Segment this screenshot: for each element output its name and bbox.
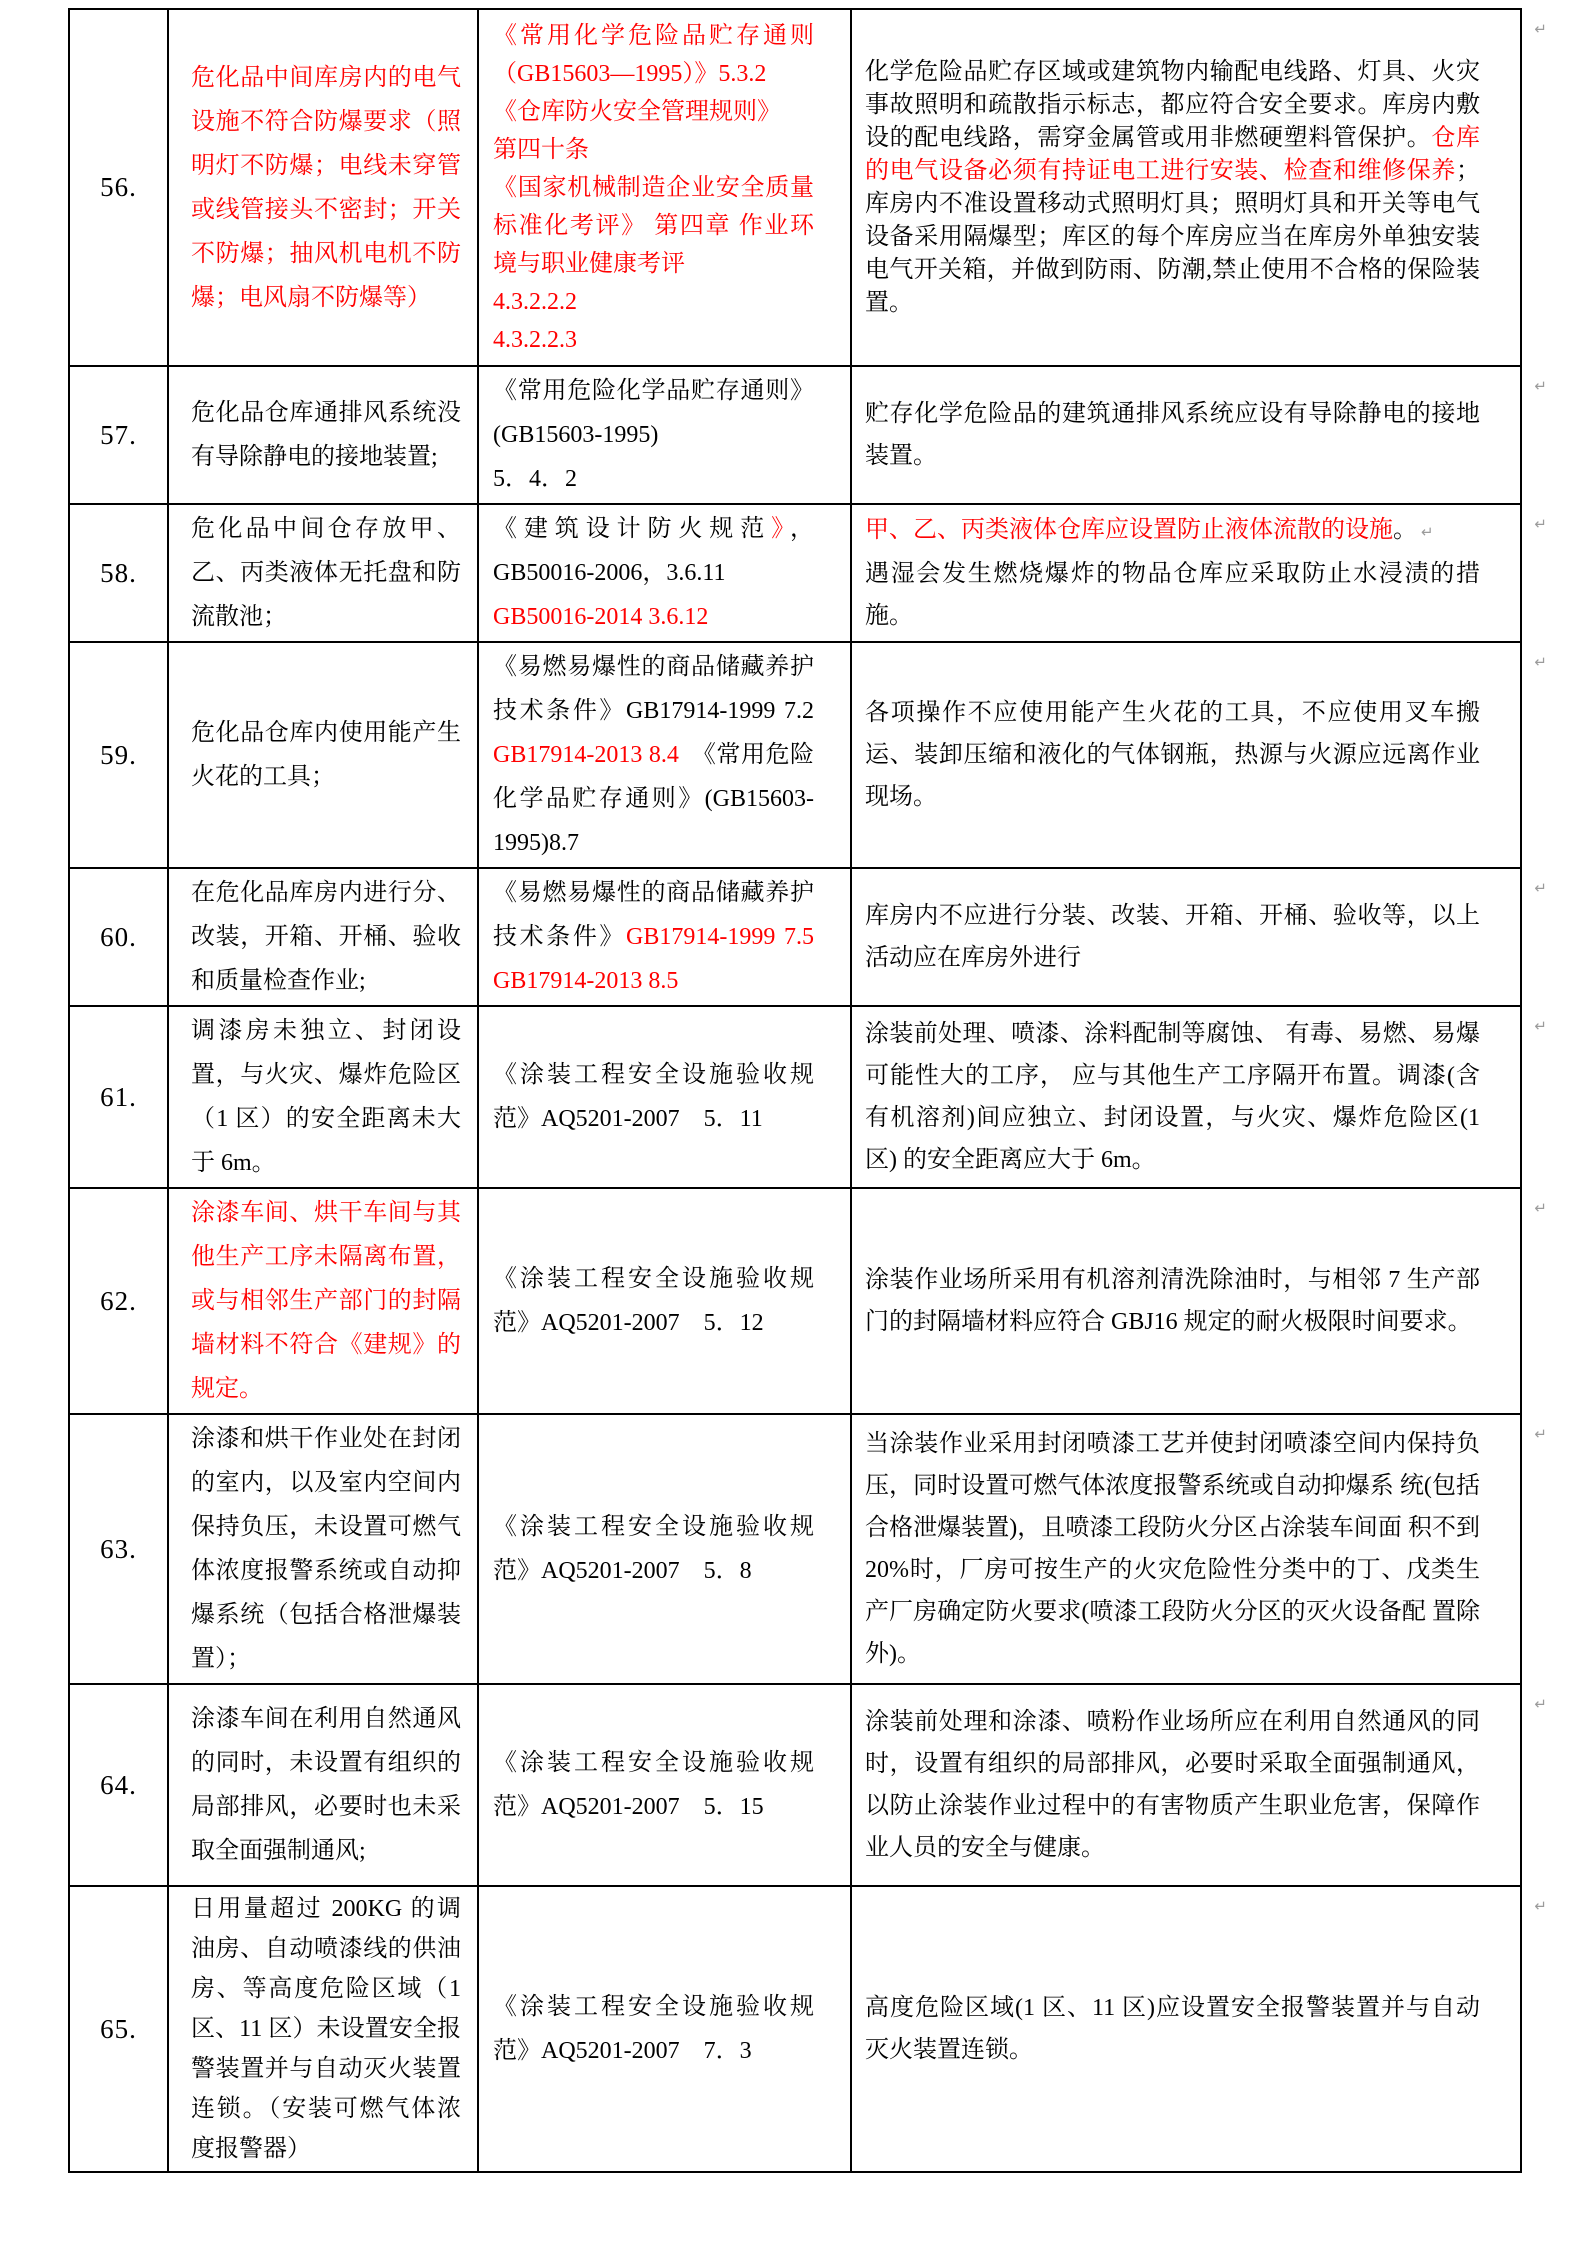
paragraph xyxy=(493,507,814,595)
table-row xyxy=(69,1006,1521,1188)
row-end-mark-icon: ↵ xyxy=(1534,377,1547,395)
table-row xyxy=(69,1414,1521,1684)
text-run: 危化品仓库通排风系统没有导除静电的接地装置; xyxy=(191,400,461,470)
paragraph xyxy=(865,553,1480,637)
paragraph xyxy=(191,391,461,479)
paragraph xyxy=(493,169,814,283)
cell-seq-number: 56. xyxy=(69,9,168,366)
cell-problem xyxy=(168,504,478,642)
cell-requirement xyxy=(851,868,1547,1006)
cell-seq-number: 64. xyxy=(69,1684,168,1886)
cell-requirement xyxy=(851,1414,1547,1684)
text-run: 《仓库防火安全管理规则》 xyxy=(493,98,781,125)
text-run: 化学危险品贮存区域或建筑物内输配电线路、灯具、火灾事故照明和疏散指示标志，都应符合安全要求。库房内敷设的配电线路，需穿金属管或用非燃硬塑料管保护。 xyxy=(865,58,1480,151)
text-run: 涂装作业场所采用有机溶剂清洗除油时，与相邻 7 生产部门的封隔墙材料应符合 GBJ16 规定的耐火极限时间要求。 xyxy=(865,1267,1480,1335)
cell-seq-number: 61. xyxy=(69,1006,168,1188)
paragraph xyxy=(493,17,814,93)
paragraph xyxy=(865,56,1480,320)
paragraph xyxy=(493,1257,814,1345)
paragraph xyxy=(865,1987,1480,2071)
table-row xyxy=(69,1886,1521,2172)
text-run: 《涂装工程安全设施验收规范》AQ5201-2007 5．8 xyxy=(493,1514,814,1584)
text-run: GB50016-2014 3.6.12 xyxy=(493,604,709,630)
text-run: 第四十条 xyxy=(493,136,589,163)
text-run: 涂漆车间在利用自然通风的同时，未设置有组织的局部排风，必要时也未采取全面强制通风; xyxy=(191,1706,461,1864)
text-run: 危化品仓库内使用能产生火花的工具； xyxy=(191,720,461,790)
text-run: 贮存化学危险品的建筑通排风系统应设有导除静电的接地装置。 xyxy=(865,401,1480,469)
text-run: 4.3.2.2.3 xyxy=(493,326,577,353)
paragraph xyxy=(493,871,838,1003)
cell-seq-number: 62. xyxy=(69,1188,168,1414)
text-run: 《涂装工程安全设施验收规范》AQ5201-2007 5．15 xyxy=(493,1750,814,1820)
cell-basis xyxy=(478,868,851,1006)
text-run: 日用量超过 200KG 的调油房、自动喷漆线的供油房、等高度危险区域（1 区、11 区）未设置安全报警装置并与自动灭火装置连锁。（安装可燃气体浓度报警器） xyxy=(191,1896,461,2162)
table-row xyxy=(69,642,1521,868)
cell-basis xyxy=(478,1006,851,1188)
row-end-mark-icon: ↵ xyxy=(1534,1017,1547,1035)
text-run: 甲、乙、丙类液体仓库应设置防止液体流散的设施 xyxy=(865,517,1393,544)
text-run: 高度危险区域(1 区、11 区)应设置安全报警装置并与自动灭火装置连锁。 xyxy=(865,1995,1480,2063)
cell-seq-number: 57. xyxy=(69,366,168,504)
cell-requirement xyxy=(851,366,1547,504)
row-end-mark-icon: ↵ xyxy=(1534,20,1547,38)
paragraph xyxy=(493,283,814,321)
cell-basis xyxy=(478,504,851,642)
row-end-mark-icon: ↵ xyxy=(1534,1425,1547,1443)
text-run: 危化品中间仓存放甲、乙、丙类液体无托盘和防流散池； xyxy=(191,516,461,630)
cell-requirement xyxy=(851,504,1547,642)
row-end-mark-icon: ↵ xyxy=(1534,1695,1547,1713)
paragraph xyxy=(865,1423,1480,1675)
cell-basis xyxy=(478,1886,851,2172)
paragraph xyxy=(493,1053,814,1141)
paragraph xyxy=(191,1191,461,1411)
text-run: 库房内不应进行分装、改装、开箱、开桶、验收等，以上活动应在库房外进行 xyxy=(865,903,1480,971)
cell-problem xyxy=(168,9,478,366)
row-end-mark-icon: ↵ xyxy=(1534,1897,1547,1915)
text-run: 《易燃易爆性的商品储藏养护技术条件》GB17914-1999 7.2 xyxy=(493,654,838,724)
text-run: 涂漆和烘干作业处在封闭的室内，以及室内空间内保持负压，未设置可燃气体浓度报警系统或自动抑爆系统（包括合格泄爆装置）； xyxy=(191,1426,461,1672)
paragraph xyxy=(493,1505,814,1593)
text-run: 当涂装作业采用封闭喷漆工艺并使封闭喷漆空间内保持负压，同时设置可燃气体浓度报警系统或自动抑爆系 统(包括合格泄爆装置)，且喷漆工段防火分区占涂装车间面 积不到 20%时，厂房可按生产的火灾危险性分类中的丁、戊类生产厂房确定防火要求(喷漆工段防火分区的灭火设备配 置除外)。 xyxy=(865,1431,1480,1667)
table-row xyxy=(69,1684,1521,1886)
text-run: 涂装前处理、喷漆、涂料配制等腐蚀、 有毒、易燃、易爆可能性大的工序， 应与其他生产工序隔开布置。调漆(含 有机溶剂)间应独立、封闭设置，与火灾、爆炸危险区(1 区) 的安全距离应大于 6m。 xyxy=(865,1021,1480,1173)
text-run: ；库房内不准设置移动式照明灯具；照明灯具和开关等电气设备采用隔爆型；库区的每个库房应当在库房外单独安装电气开关箱，并做到防雨、防潮,禁止使用不合格的保险装置。 xyxy=(865,157,1480,316)
paragraph xyxy=(493,131,814,169)
paragraph xyxy=(191,1417,461,1681)
paragraph xyxy=(865,692,1480,818)
paragraph xyxy=(493,93,814,131)
paragraph xyxy=(191,1697,461,1873)
paragraph xyxy=(191,56,461,320)
paragraph xyxy=(191,871,461,1003)
text-run: 遇湿会发生燃烧爆炸的物品仓库应采取防止水浸渍的措施。 xyxy=(865,560,1480,629)
text-run: 在危化品库房内进行分、改装，开箱、开桶、验收和质量检查作业; xyxy=(191,880,461,994)
cell-seq-number: 58. xyxy=(69,504,168,642)
paragraph xyxy=(191,711,461,799)
cell-requirement xyxy=(851,1188,1547,1414)
paragraph xyxy=(493,1741,814,1829)
cell-problem xyxy=(168,1886,478,2172)
cell-problem xyxy=(168,1414,478,1684)
paragraph xyxy=(191,1889,461,2169)
table-row xyxy=(69,504,1521,642)
cell-basis xyxy=(478,642,851,868)
text-run: 》 xyxy=(771,516,791,542)
text-run: GB17914-1999 7.5 GB17914-2013 8.5 xyxy=(493,924,838,994)
cell-basis xyxy=(478,1414,851,1684)
paragraph xyxy=(865,895,1480,979)
cell-basis xyxy=(478,9,851,366)
text-run: 《常用危险化学品贮存通则》(GB15603-1995) xyxy=(493,378,814,448)
text-run: 《易燃易爆性的商品储藏养护技术条件》 xyxy=(493,880,814,950)
cell-basis xyxy=(478,1188,851,1414)
cell-problem xyxy=(168,366,478,504)
cell-requirement xyxy=(851,1006,1547,1188)
table-row xyxy=(69,366,1521,504)
cell-requirement xyxy=(851,1886,1547,2172)
paragraph-mark-icon: ↵ xyxy=(1421,522,1434,541)
cell-requirement xyxy=(851,1684,1547,1886)
paragraph xyxy=(865,1259,1480,1343)
paragraph xyxy=(493,457,814,501)
paragraph xyxy=(493,645,838,865)
cell-seq-number: 65. xyxy=(69,1886,168,2172)
cell-seq-number: 60. xyxy=(69,868,168,1006)
paragraph xyxy=(493,369,814,457)
text-run: 《常用危险化学品贮存通则》(GB15603-1995)8.7 xyxy=(493,742,814,856)
text-run: 涂装前处理和涂漆、喷粉作业场所应在利用自然通风的同时，设置有组织的局部排风，必要时采取全面强制通风，以防止涂装作业过程中的有害物质产生职业危害，保障作业人员的安全与健康。 xyxy=(865,1709,1480,1861)
text-run: 《常用化学危险品贮存通则（GB15603—1995）》5.3.2 xyxy=(493,22,814,87)
text-run: 危化品中间库房内的电气设施不符合防爆要求（照明灯不防爆；电线未穿管或线管接头不密封；开关不防爆；抽风机电机不防爆；电风扇不防爆等） xyxy=(191,64,461,311)
safety-inspection-table xyxy=(68,8,1547,2173)
paragraph xyxy=(191,1009,461,1185)
cell-problem xyxy=(168,1006,478,1188)
paragraph xyxy=(865,1701,1480,1869)
cell-seq-number: 59. xyxy=(69,642,168,868)
cell-problem xyxy=(168,1684,478,1886)
paragraph xyxy=(493,321,814,359)
cell-basis xyxy=(478,366,851,504)
text-run: 4.3.2.2.2 xyxy=(493,288,577,315)
text-run: 5．4．2 xyxy=(493,466,577,492)
paragraph xyxy=(865,1013,1480,1181)
table-row xyxy=(69,1188,1521,1414)
text-run: 各项操作不应使用能产生火花的工具，不应使用叉车搬运、装卸压缩和液化的气体钢瓶，热源与火源应远离作业现场。 xyxy=(865,700,1480,810)
cell-basis xyxy=(478,1684,851,1886)
cell-seq-number: 63. xyxy=(69,1414,168,1684)
text-run: 《涂装工程安全设施验收规范》AQ5201-2007 5．12 xyxy=(493,1266,814,1336)
cell-problem xyxy=(168,868,478,1006)
paragraph xyxy=(865,509,1480,552)
paragraph xyxy=(865,393,1480,477)
table-row xyxy=(69,9,1521,366)
row-end-mark-icon: ↵ xyxy=(1534,515,1547,533)
row-end-mark-icon: ↵ xyxy=(1534,879,1547,897)
text-run: 《国家机械制造企业安全质量标准化考评》 第四章 作业环境与职业健康考评 xyxy=(493,174,814,277)
text-run: 仓库的电气设备必须有持证电工进行安装、检查和维修保养 xyxy=(865,124,1480,184)
text-run: 调漆房未独立、封闭设置，与火灾、爆炸危险区（1 区）的安全距离未大于 6m。 xyxy=(191,1018,461,1176)
cell-requirement xyxy=(851,9,1547,366)
paragraph xyxy=(493,595,814,639)
text-run: ，GB50016-2006，3.6.11 xyxy=(493,516,815,586)
text-run: 《建筑设计防火规范 xyxy=(493,516,772,542)
text-run: GB17914-2013 8.4 xyxy=(493,742,679,768)
paragraph xyxy=(191,507,461,639)
row-end-mark-icon: ↵ xyxy=(1534,1199,1547,1217)
table-row xyxy=(69,868,1521,1006)
row-end-mark-icon: ↵ xyxy=(1534,653,1547,671)
cell-requirement xyxy=(851,642,1547,868)
text-run: 涂漆车间、烘干车间与其他生产工序未隔离布置，或与相邻生产部门的封隔墙材料不符合《建规》的规定。 xyxy=(191,1200,461,1402)
text-run: 。 xyxy=(1393,517,1417,544)
paragraph xyxy=(493,1985,814,2073)
text-run: 《涂装工程安全设施验收规范》AQ5201-2007 7．3 xyxy=(493,1994,814,2064)
cell-problem xyxy=(168,642,478,868)
text-run: 《涂装工程安全设施验收规范》AQ5201-2007 5．11 xyxy=(493,1062,814,1132)
cell-problem xyxy=(168,1188,478,1414)
